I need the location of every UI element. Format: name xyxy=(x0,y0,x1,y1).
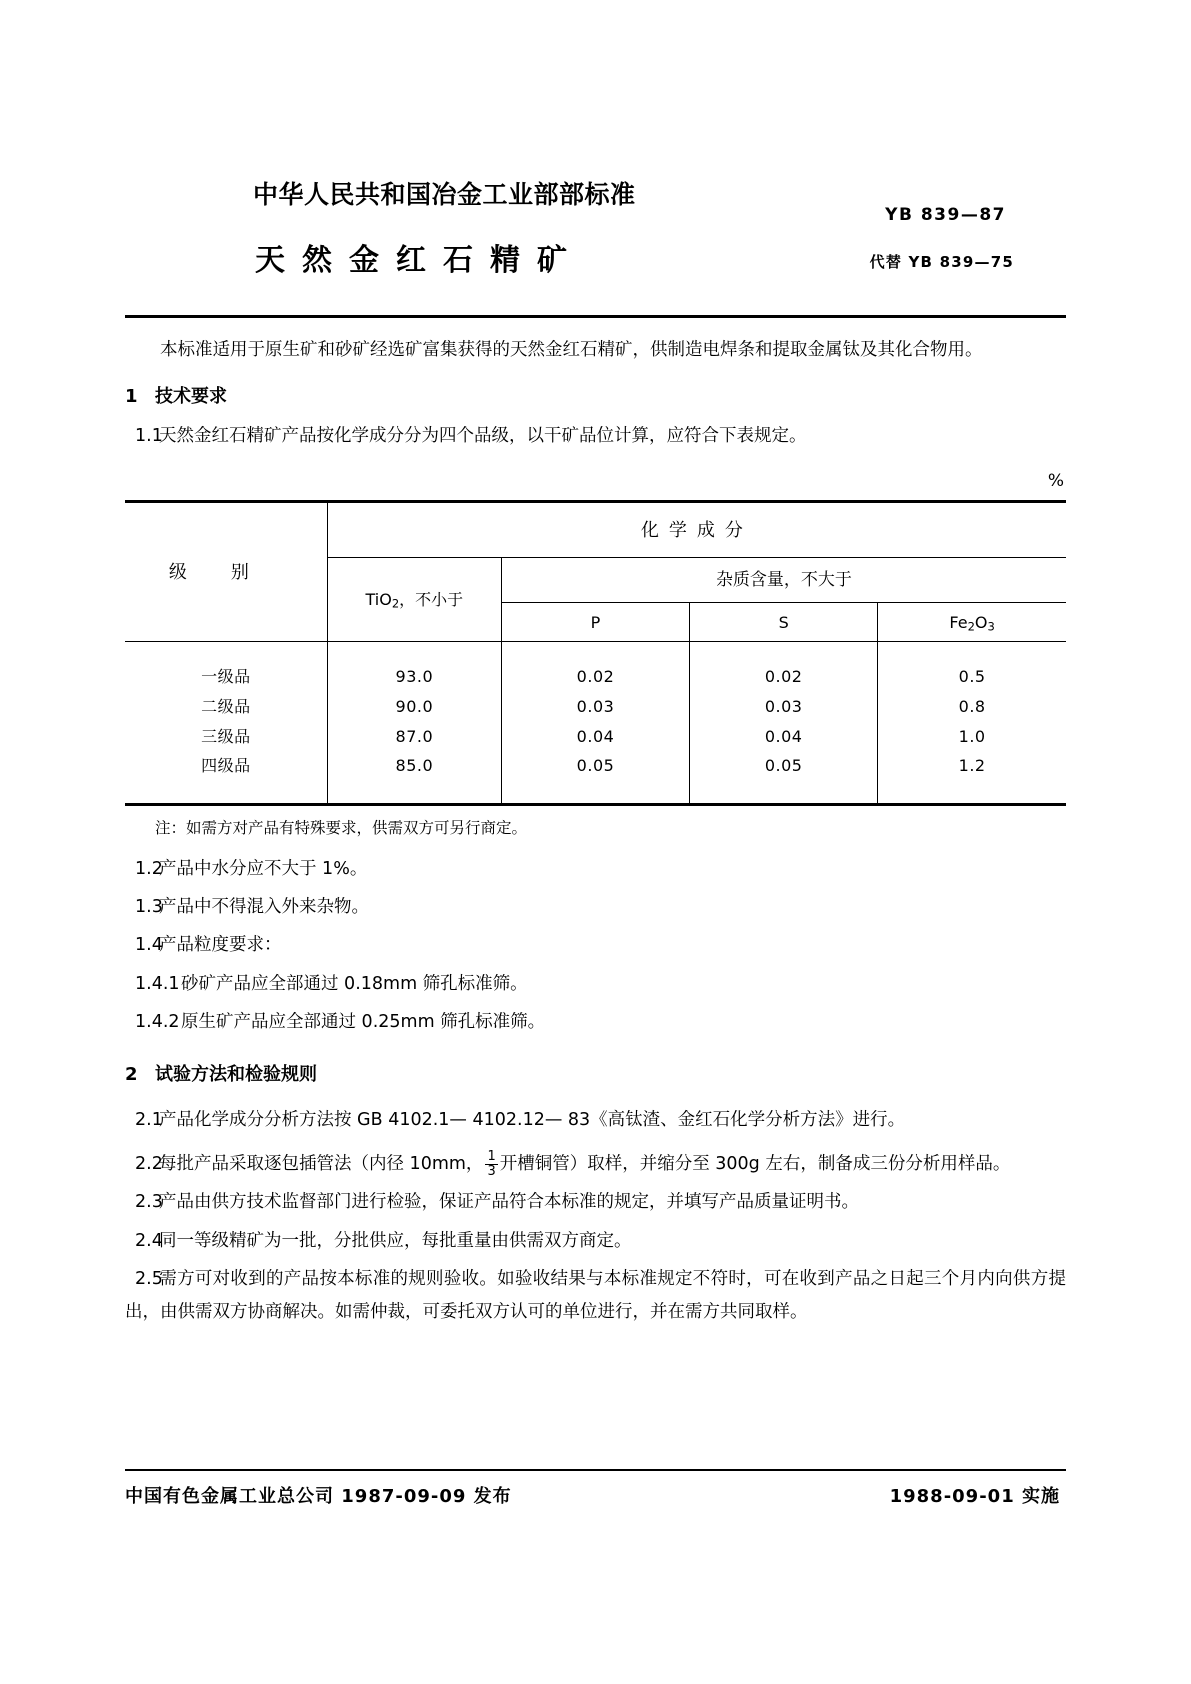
spacer-cell xyxy=(690,642,878,663)
cell-s: 0.02 xyxy=(690,662,878,692)
table-row xyxy=(125,751,1066,781)
cell-fe2o3: 1.2 xyxy=(878,751,1066,781)
clause-1-4 xyxy=(125,929,1066,961)
table-note: 注：如需方对产品有特殊要求，供需双方可另行商定。 xyxy=(155,818,528,837)
table-row xyxy=(125,662,1066,692)
spacer-cell xyxy=(690,781,878,805)
replaces-standard: 代替 YB 839—75 xyxy=(869,253,1014,271)
header-fe2o3 xyxy=(878,603,1066,642)
clause-1-4-text: 产品粒度要求： xyxy=(159,935,282,956)
header-row-ministry xyxy=(125,175,1066,227)
header-tio2-suffix: ，不小于 xyxy=(399,590,464,610)
document-footer xyxy=(125,1482,1066,1508)
fraction-one-third xyxy=(485,1150,497,1178)
table-spacer-bottom xyxy=(125,781,1066,805)
spacer-cell xyxy=(878,642,1066,663)
header-grade xyxy=(125,502,327,642)
spacer-cell xyxy=(125,781,327,805)
section-1-number: 1 xyxy=(125,386,138,408)
clause-1-2 xyxy=(125,853,1066,885)
clause-2-2 xyxy=(125,1148,1066,1180)
document-header xyxy=(125,0,1066,318)
clause-2-1-number: 2.1 xyxy=(135,1109,163,1130)
clause-1-1-text: 天然金红石精矿产品按化学成分分为四个品级，以干矿品位计算，应符合下表规定。 xyxy=(159,425,807,446)
cell-tio2: 90.0 xyxy=(327,692,501,722)
clause-2-1 xyxy=(125,1104,1066,1136)
spacer-cell xyxy=(327,781,501,805)
header-row-title xyxy=(125,227,1066,293)
header-chemical-composition: 化学成分 xyxy=(327,502,1066,558)
spacer-cell xyxy=(327,642,501,663)
clause-1-2-text: 产品中水分应不大于 1%。 xyxy=(159,858,368,879)
table-unit-mark: % xyxy=(1047,471,1064,492)
spacer-cell xyxy=(125,642,327,663)
clause-2-5-text: 需方可对收到的产品按本标准的规则验收。如验收结果与本标准规定不符时，可在收到产品之日起三个月内向供方提出，由供需双方协商解决。如需仲裁，可委托双方认可的单位进行，并在需方共同取样。 xyxy=(125,1269,1066,1322)
cell-tio2: 93.0 xyxy=(327,662,501,692)
cell-s: 0.03 xyxy=(690,692,878,722)
table-header-row-1 xyxy=(125,502,1066,558)
cell-grade: 一级品 xyxy=(125,662,327,692)
clause-2-5 xyxy=(125,1263,1066,1328)
cell-s: 0.05 xyxy=(690,751,878,781)
clause-2-5-number: 2.5 xyxy=(135,1269,163,1290)
cell-p: 0.05 xyxy=(501,751,689,781)
clause-1-3 xyxy=(125,891,1066,923)
clause-2-4-number: 2.4 xyxy=(135,1230,163,1251)
table-row xyxy=(125,692,1066,722)
clause-1-1-number: 1.1 xyxy=(135,425,163,446)
header-tio2 xyxy=(327,558,501,642)
chemical-composition-table xyxy=(125,500,1066,805)
header-s: S xyxy=(690,603,878,642)
document-body xyxy=(125,318,1066,1328)
header-fe2o3-prefix: Fe xyxy=(949,612,968,632)
header-p: P xyxy=(501,603,689,642)
clause-1-1 xyxy=(125,420,1066,452)
clause-1-3-text: 产品中不得混入外来杂物。 xyxy=(159,896,369,917)
cell-p: 0.03 xyxy=(501,692,689,722)
scope-paragraph: 本标准适用于原生矿和砂矿经选矿富集获得的天然金红石精矿，供制造电焊条和提取金属钛及其化合物用。 xyxy=(160,340,983,360)
clause-2-2-text-before: 每批产品采取逐包插管法（内径 10mm， xyxy=(159,1154,484,1175)
cell-grade: 四级品 xyxy=(125,751,327,781)
clause-1-3-number: 1.3 xyxy=(135,896,163,917)
clause-2-3-text: 产品由供方技术监督部门进行检验，保证产品符合本标准的规定，并填写产品质量证明书。 xyxy=(159,1192,859,1213)
clause-1-4-number: 1.4 xyxy=(135,935,163,956)
header-tio2-sub: 2 xyxy=(391,596,400,611)
clause-1-2-number: 1.2 xyxy=(135,858,163,879)
clause-2-3-number: 2.3 xyxy=(135,1192,163,1213)
header-divider xyxy=(125,315,1066,318)
cell-grade: 二级品 xyxy=(125,692,327,722)
section-heading-2 xyxy=(125,1058,1066,1091)
footer-issuer: 中国有色金属工业总公司 1987-09-09 发布 xyxy=(125,1486,512,1507)
clause-2-1-text: 产品化学成分分析方法按 GB 4102.1— 4102.12— 83《高钛渣、金红石化学分析方法》进行。 xyxy=(159,1109,906,1130)
section-1-title: 技术要求 xyxy=(155,386,227,408)
table-row xyxy=(125,722,1066,752)
footer-effective-date: 1988-09-01 实施 xyxy=(889,1486,1060,1507)
table-body xyxy=(125,642,1066,804)
footer-divider xyxy=(125,1469,1066,1471)
clause-1-4-2-number: 1.4.2 xyxy=(135,1012,180,1033)
clause-1-4-1 xyxy=(125,968,1066,1000)
clause-2-4-text: 同一等级精矿为一批，分批供应，每批重量由供需双方商定。 xyxy=(159,1230,632,1251)
fraction-numerator: 1 xyxy=(487,1149,496,1165)
cell-p: 0.04 xyxy=(501,722,689,752)
clause-2-4 xyxy=(125,1225,1066,1257)
section-heading-1 xyxy=(125,380,1066,413)
table-spacer-top xyxy=(125,642,1066,663)
header-fe2o3-sub1: 2 xyxy=(967,619,975,634)
issuing-ministry: 中华人民共和国冶金工业部部标准 xyxy=(253,180,636,209)
header-fe2o3-sub2: 3 xyxy=(987,619,995,634)
clause-2-2-text-after: 开槽铜管）取样，并缩分至 300g 左右，制备成三份分析用样品。 xyxy=(499,1154,1011,1175)
header-fe2o3-mid: O xyxy=(974,612,988,632)
cell-s: 0.04 xyxy=(690,722,878,752)
clause-1-4-1-text: 砂矿产品应全部通过 0.18mm 筛孔标准筛。 xyxy=(181,973,528,994)
clause-1-4-1-number: 1.4.1 xyxy=(135,973,180,994)
header-impurity: 杂质含量，不大于 xyxy=(501,558,1066,603)
cell-tio2: 85.0 xyxy=(327,751,501,781)
standard-number: YB 839—87 xyxy=(885,205,1006,225)
header-tio2-prefix: TiO xyxy=(365,590,392,610)
spacer-cell xyxy=(878,781,1066,805)
cell-fe2o3: 0.8 xyxy=(878,692,1066,722)
section-2-number: 2 xyxy=(125,1064,138,1086)
header-grade-label: 级别 xyxy=(168,561,293,583)
cell-fe2o3: 1.0 xyxy=(878,722,1066,752)
clause-2-3 xyxy=(125,1186,1066,1218)
page-title: 天然金红石精矿 xyxy=(255,243,584,278)
fraction-denominator: 3 xyxy=(487,1163,496,1179)
clause-1-4-2 xyxy=(125,1006,1066,1038)
clause-1-4-2-text: 原生矿产品应全部通过 0.25mm 筛孔标准筛。 xyxy=(181,1012,546,1033)
section-2-title: 试验方法和检验规则 xyxy=(155,1064,317,1086)
cell-fe2o3: 0.5 xyxy=(878,662,1066,692)
cell-grade: 三级品 xyxy=(125,722,327,752)
cell-tio2: 87.0 xyxy=(327,722,501,752)
cell-p: 0.02 xyxy=(501,662,689,692)
spacer-cell xyxy=(501,781,689,805)
clause-2-2-number: 2.2 xyxy=(135,1154,163,1175)
spacer-cell xyxy=(501,642,689,663)
